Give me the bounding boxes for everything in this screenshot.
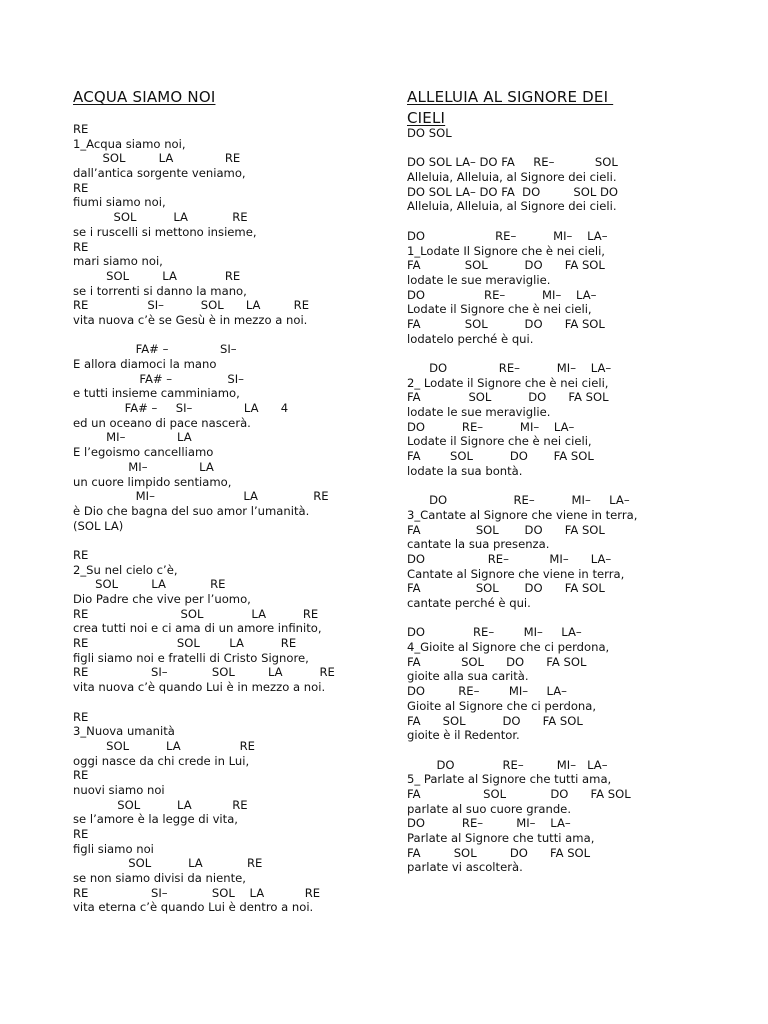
song-line: RE SI– SOL LA RE (73, 298, 310, 313)
song-line: DO RE– MI– LA– (407, 361, 612, 375)
song-line: E l’egoismo cancelliamo (73, 445, 214, 460)
song-line: 3_Cantate al Signore che viene in terra, (407, 507, 638, 522)
song-line: RE (73, 709, 89, 724)
song-line: Cantate al Signore che viene in terra, (407, 566, 625, 581)
song-line: RE (73, 122, 89, 136)
song-line: DO RE– MI– LA– (407, 757, 608, 772)
song-line: cantate perché è qui. (407, 596, 531, 610)
song-line: un cuore limpido sentiamo, (73, 474, 232, 489)
song-line (407, 743, 637, 758)
song-line: se non siamo divisi da niente, (73, 871, 246, 886)
song-line: 1_Acqua siamo noi, (73, 136, 186, 151)
song-line (73, 695, 335, 710)
song-line: SOL LA RE (73, 577, 226, 592)
song-line: cantate la sua presenza. (407, 537, 550, 552)
song-line: FA SOL DO FA SOL (407, 581, 605, 596)
song-line: (SOL LA) (73, 518, 124, 533)
song-line: FA SOL DO FA SOL (407, 258, 605, 273)
song-line: DO RE– MI– LA– (407, 684, 567, 699)
song-line: FA SOL DO FA SOL (407, 786, 631, 801)
song-line: nuovi siamo noi (73, 782, 165, 797)
song-line: DO RE– MI– LA– (407, 419, 575, 434)
song-line: RE (73, 768, 89, 783)
left-song-title: ACQUA SIAMO NOI (73, 88, 216, 106)
song-line: MI– LA RE (73, 489, 329, 504)
song-line: SOL LA RE (73, 268, 241, 283)
song-line: Lodate il Signore che è nei cieli, (407, 302, 592, 317)
song-line: oggi nasce da chi crede in Lui, (73, 753, 250, 768)
song-line: se i ruscelli si mettono insieme, (73, 224, 257, 239)
left-song-lyrics (73, 122, 335, 915)
song-line: MI– LA (73, 459, 214, 474)
song-line: dall’antica sorgente veniamo, (73, 166, 246, 181)
song-line: 3_Nuova umanità (73, 724, 175, 739)
song-line: FA SOL DO FA SOL (407, 713, 583, 728)
song-line: RE (73, 547, 89, 562)
song-line: RE SI– SOL LA RE (73, 885, 321, 900)
song-line: mari siamo noi, (73, 254, 163, 269)
song-line: RE SOL LA RE (73, 606, 319, 621)
song-line: DO RE– MI– LA– (407, 816, 571, 831)
song-line: figli siamo noi (73, 841, 154, 856)
song-line: se l’amore è la legge di vita, (73, 812, 238, 827)
song-line: FA SOL DO FA SOL (407, 449, 594, 464)
song-line (407, 141, 637, 156)
song-line: DO SOL LA– DO FA DO SOL DO (407, 184, 619, 199)
song-line: SOL LA RE (73, 210, 248, 225)
song-line: è Dio che bagna del suo amor l’umanità. (73, 503, 310, 518)
song-line: e tutti insieme camminiamo, (73, 386, 240, 401)
song-line: SOL LA RE (73, 151, 241, 166)
song-line: 5_ Parlate al Signore che tutti ama, (407, 772, 612, 787)
song-line (407, 214, 637, 229)
song-line: vita nuova c’è se Gesù è in mezzo a noi. (73, 312, 308, 327)
song-line: DO RE– MI– LA– (407, 625, 582, 640)
song-line: FA SOL DO FA SOL (407, 316, 605, 331)
song-line: RE (73, 827, 89, 841)
song-line: Dio Padre che vive per l’uomo, (73, 592, 251, 606)
song-line: parlate al suo cuore grande. (407, 801, 571, 816)
song-line: gioite è il Redentor. (407, 728, 520, 743)
song-line: E allora diamoci la mano (73, 357, 217, 371)
song-line: FA# – SI– (73, 371, 244, 386)
song-line: lodate le sue meraviglie. (407, 405, 551, 420)
song-line: 2_Su nel cielo c’è, (73, 562, 178, 577)
right-song-lyrics (407, 126, 637, 875)
song-line: Lodate il Signore che è nei cieli, (407, 434, 592, 449)
song-line: FA SOL DO FA SOL (407, 654, 587, 669)
song-line: FA SOL DO FA SOL (407, 845, 591, 860)
song-line: DO RE– MI– LA– (407, 228, 608, 243)
song-line: fiumi siamo noi, (73, 195, 166, 210)
song-line: SOL LA RE (73, 738, 255, 753)
song-line: crea tutti noi e ci ama di un amore infinito, (73, 621, 322, 636)
song-line: DO SOL LA– DO FA RE– SOL (407, 155, 618, 170)
song-line: 1_Lodate Il Signore che è nei cieli, (407, 243, 605, 258)
song-line: SOL LA RE (73, 856, 263, 871)
song-line: figli siamo noi e fratelli di Cristo Signore, (73, 650, 309, 665)
song-line: Gioite al Signore che ci perdona, (407, 698, 597, 713)
song-line: se i torrenti si danno la mano, (73, 283, 247, 298)
song-line: RE SI– SOL LA RE (73, 665, 335, 680)
song-line: MI– LA (73, 430, 192, 445)
song-line: lodate le sue meraviglie. (407, 272, 551, 287)
song-line: FA# – SI– (73, 342, 237, 357)
song-line (407, 346, 637, 361)
song-line: vita nuova c’è quando Lui è in mezzo a noi. (73, 680, 326, 695)
song-line: RE (73, 180, 89, 195)
song-line: 4_Gioite al Signore che ci perdona, (407, 640, 610, 655)
song-line: gioite alla sua carità. (407, 669, 529, 684)
song-line: lodate la sua bontà. (407, 463, 523, 478)
song-line (407, 611, 637, 626)
song-line: Parlate al Signore che tutti ama, (407, 831, 595, 845)
song-line (407, 479, 637, 494)
song-line: Alleluia, Alleluia, al Signore dei cieli. (407, 199, 617, 214)
song-line: FA# – SI– LA 4 (73, 401, 289, 416)
song-line: 2_ Lodate il Signore che è nei cieli, (407, 375, 609, 390)
song-line: vita eterna c’è quando Lui è dentro a noi. (73, 900, 314, 915)
song-line: RE (73, 239, 89, 254)
song-line: lodatelo perché è qui. (407, 331, 534, 346)
song-line (73, 328, 335, 343)
right-song-title: ALLELUIA AL SIGNORE DEI CIELI (407, 88, 609, 127)
song-line: ed un oceano di pace nascerà. (73, 415, 251, 430)
song-line: SOL LA RE (73, 797, 248, 812)
song-line: RE SOL LA RE (73, 636, 297, 651)
song-line: DO RE– MI– LA– (407, 493, 630, 508)
song-line (73, 533, 335, 548)
song-line: FA SOL DO FA SOL (407, 390, 609, 405)
song-line: Alleluia, Alleluia, al Signore dei cieli. (407, 170, 617, 185)
song-line: FA SOL DO FA SOL (407, 522, 605, 537)
song-line: parlate vi ascolterà. (407, 860, 523, 875)
song-line: DO RE– MI– LA– (407, 287, 597, 302)
song-line: DO RE– MI– LA– (407, 551, 612, 566)
song-line: DO SOL (407, 126, 452, 140)
